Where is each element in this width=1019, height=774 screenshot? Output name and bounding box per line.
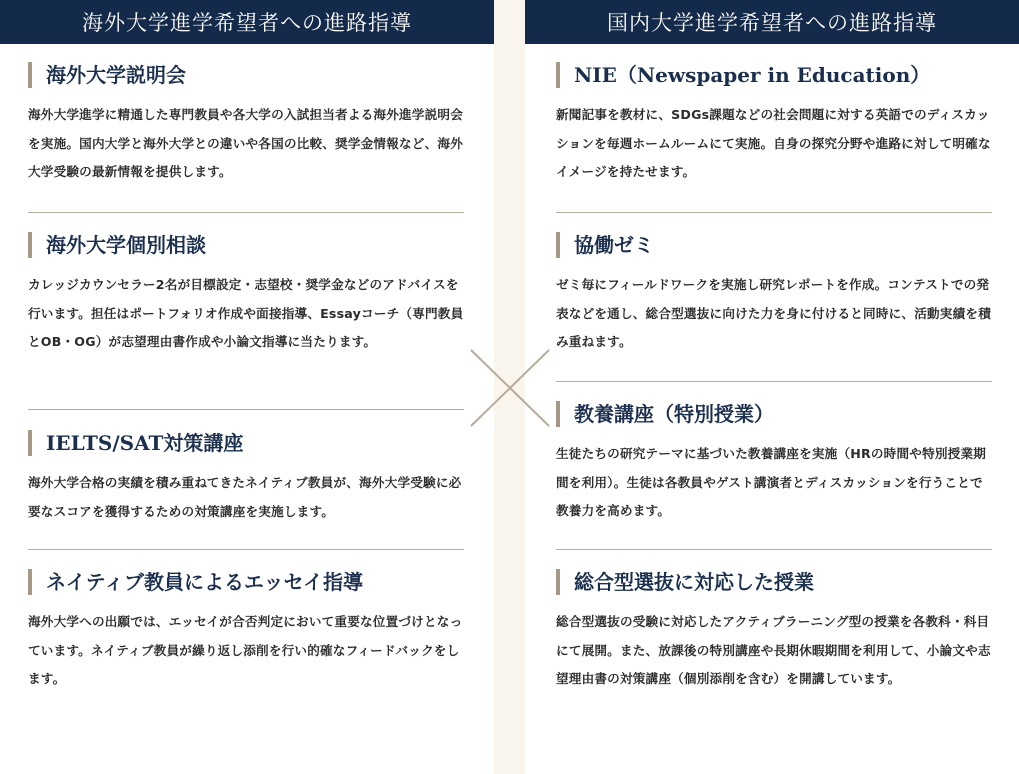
section-title: 協働ゼミ <box>556 232 992 258</box>
section-title: 総合型選抜に対応した授業 <box>556 569 992 595</box>
cross-x-icon <box>469 348 551 428</box>
section-body: 総合型選抜の受験に対応したアクティブラーニング型の授業を各教科・科目にて展開。また、放課後の特別講座や長期休暇期間を利用して、小論文や志望理由書の対策講座（個別添削を含む）を開講しています。 <box>556 614 991 686</box>
section-title: ネイティブ教員によるエッセイ指導 <box>28 569 464 595</box>
section-title: 教養講座（特別授業） <box>556 401 992 427</box>
section-title: NIE（Newspaper in Education） <box>556 62 992 88</box>
section-comprehensive-selection-classes <box>556 569 992 694</box>
section-body: 海外大学進学に精通した専門教員や各大学の入試担当者よる海外進学説明会を実施。国内大学と海外大学との違いや各国の比較、奨学金情報など、海外大学受験の最新情報を提供します。 <box>28 107 463 179</box>
section-body: カレッジカウンセラー2名が目標設定・志望校・奨学金などのアドバイスを行います。担任はポートフォリオ作成や面接指導、Essayコーチ（専門教員とOB・OG）が志望理由書作成や小論文指導に当たります。 <box>28 277 464 349</box>
section-title: IELTS/SAT対策講座 <box>28 430 464 456</box>
section-essay-guidance <box>28 569 464 694</box>
section-body: ゼミ毎にフィールドワークを実施し研究レポートを作成。コンテストでの発表などを通し、総合型選抜に向けた力を身に付けると同時に、活動実績を積み重ねます。 <box>556 277 991 349</box>
section-divider <box>556 212 992 213</box>
section-divider <box>556 549 992 550</box>
section-liberal-arts-lecture <box>556 401 992 526</box>
overseas-guidance-column <box>0 0 494 774</box>
section-overseas-consultation <box>28 232 464 357</box>
section-divider <box>28 409 464 410</box>
section-divider <box>28 549 464 550</box>
overseas-column-header: 海外大学進学希望者への進路指導 <box>0 0 494 44</box>
section-collaborative-seminar <box>556 232 992 357</box>
section-body: 生徒たちの研究テーマに基づいた教養講座を実施（HRの時間や特別授業期間を利用）。生徒は各教員やゲスト講演者とディスカッションを行うことで教養力を高めます。 <box>556 446 987 518</box>
section-overseas-info-session <box>28 62 464 187</box>
domestic-column-header: 国内大学進学希望者への進路指導 <box>525 0 1019 44</box>
section-body: 新聞記事を教材に、SDGs課題などの社会問題に対する英語でのディスカッションを毎週ホームルームにて実施。自身の探究分野や進路に対して明確なイメージを持たせます。 <box>556 107 991 179</box>
section-divider <box>556 381 992 382</box>
section-title: 海外大学説明会 <box>28 62 464 88</box>
section-title: 海外大学個別相談 <box>28 232 464 258</box>
section-nie <box>556 62 992 187</box>
domestic-guidance-column <box>525 0 1019 774</box>
section-body: 海外大学への出願では、エッセイが合否判定において重要な位置づけとなっています。ネイティブ教員が繰り返し添削を行い的確なフィードバックをします。 <box>28 614 463 686</box>
section-ielts-sat-course <box>28 430 464 526</box>
section-divider <box>28 212 464 213</box>
section-body: 海外大学合格の実績を積み重ねてきたネイティブ教員が、海外大学受験に必要なスコアを獲得するための対策講座を実施します。 <box>28 475 462 519</box>
